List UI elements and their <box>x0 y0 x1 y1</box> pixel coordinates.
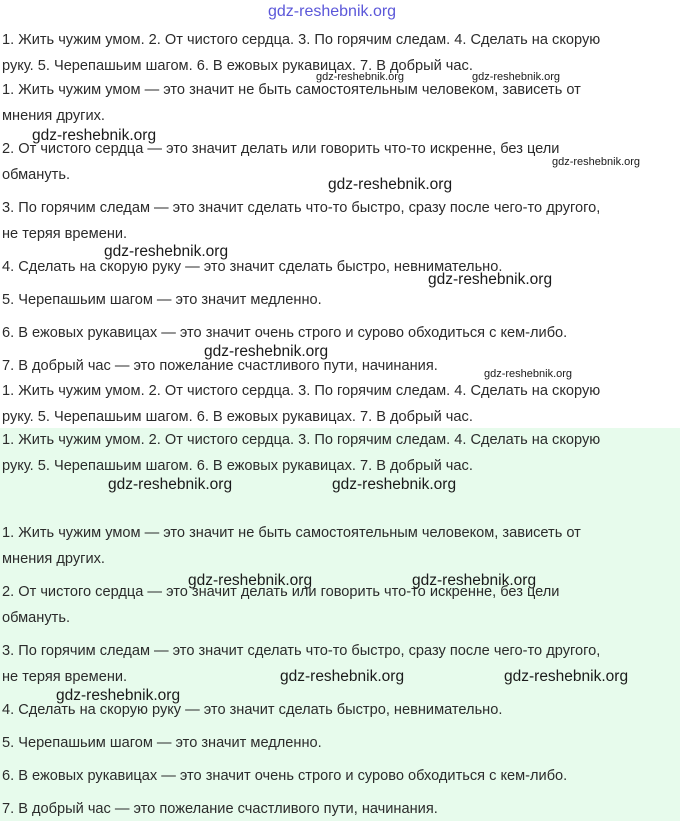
watermark: gdz-reshebnik.org <box>204 343 329 360</box>
item-1-line-2: мнения других. <box>2 108 105 124</box>
answer-item-5: 5. Черепашьим шагом — это значит медленно. <box>2 735 322 751</box>
answer-summary-line-2: руку. 5. Черепашьим шагом. 6. В ежовых рукавицах. 7. В добрый час. <box>2 458 473 474</box>
watermark: gdz-reshebnik.org <box>280 668 405 685</box>
item-3-line-1: 3. По горячим следам — это значит сделать что-то быстро, сразу после чего-то другого, <box>2 200 601 216</box>
watermark: gdz-reshebnik.org <box>56 687 181 704</box>
repeat-line-2: руку. 5. Черепашьим шагом. 6. В ежовых рукавицах. 7. В добрый час. <box>2 409 473 425</box>
item-6: 6. В ежовых рукавицах — это значит очень строго и сурово обходиться с кем-либо. <box>2 325 568 341</box>
item-2-line-1: 2. От чистого сердца — это значит делать или говорить что-то искренне, без цели <box>2 141 560 157</box>
answer-item-1-line-1: 1. Жить чужим умом — это значит не быть самостоятельным человеком, зависеть от <box>2 525 581 541</box>
item-1-line-1: 1. Жить чужим умом — это значит не быть самостоятельным человеком, зависеть от <box>2 82 581 98</box>
watermark-small: gdz-reshebnik.org <box>484 368 573 380</box>
watermark-small: gdz-reshebnik.org <box>316 71 405 83</box>
watermark: gdz-reshebnik.org <box>504 668 629 685</box>
item-5: 5. Черепашьим шагом — это значит медленно. <box>2 292 322 308</box>
answer-item-2-line-1: 2. От чистого сердца — это значит делать или говорить что-то искренне, без цели <box>2 584 560 600</box>
summary-line-2: руку. 5. Черепашьим шагом. 6. В ежовых рукавицах. 7. В добрый час. <box>2 58 473 74</box>
watermark: gdz-reshebnik.org <box>328 176 453 193</box>
answer-item-7: 7. В добрый час — это пожелание счастливого пути, начинания. <box>2 801 438 817</box>
watermark: gdz-reshebnik.org <box>412 572 537 589</box>
item-3-line-2: не теряя времени. <box>2 226 128 242</box>
answer-section <box>0 428 680 821</box>
answer-item-2-line-2: обмануть. <box>2 610 71 626</box>
answer-summary-line-1: 1. Жить чужим умом. 2. От чистого сердца. 3. По горячим следам. 4. Сделать на скорую <box>2 432 601 448</box>
answer-item-3-line-1: 3. По горячим следам — это значит сделать что-то быстро, сразу после чего-то другого, <box>2 643 601 659</box>
item-4: 4. Сделать на скорую руку — это значит сделать быстро, невнимательно. <box>2 259 503 275</box>
watermark: gdz-reshebnik.org <box>188 572 313 589</box>
item-7: 7. В добрый час — это пожелание счастливого пути, начинания. <box>2 358 438 374</box>
answer-item-1-line-2: мнения других. <box>2 551 105 567</box>
watermark: gdz-reshebnik.org <box>104 243 229 260</box>
watermark-small: gdz-reshebnik.org <box>472 71 561 83</box>
watermark: gdz-reshebnik.org <box>332 476 457 493</box>
item-2-line-2: обмануть. <box>2 167 71 183</box>
answer-item-6: 6. В ежовых рукавицах — это значит очень строго и сурово обходиться с кем-либо. <box>2 768 568 784</box>
header-watermark[interactable]: gdz-reshebnik.org <box>268 3 397 20</box>
summary-line-1: 1. Жить чужим умом. 2. От чистого сердца. 3. По горячим следам. 4. Сделать на скорую <box>2 32 601 48</box>
answer-item-4: 4. Сделать на скорую руку — это значит сделать быстро, невнимательно. <box>2 702 503 718</box>
watermark: gdz-reshebnik.org <box>428 271 553 288</box>
answer-item-3-line-2: не теряя времени. <box>2 669 128 685</box>
watermark-small: gdz-reshebnik.org <box>552 156 641 168</box>
watermark: gdz-reshebnik.org <box>32 127 157 144</box>
watermark: gdz-reshebnik.org <box>108 476 233 493</box>
repeat-line-1: 1. Жить чужим умом. 2. От чистого сердца. 3. По горячим следам. 4. Сделать на скорую <box>2 383 601 399</box>
